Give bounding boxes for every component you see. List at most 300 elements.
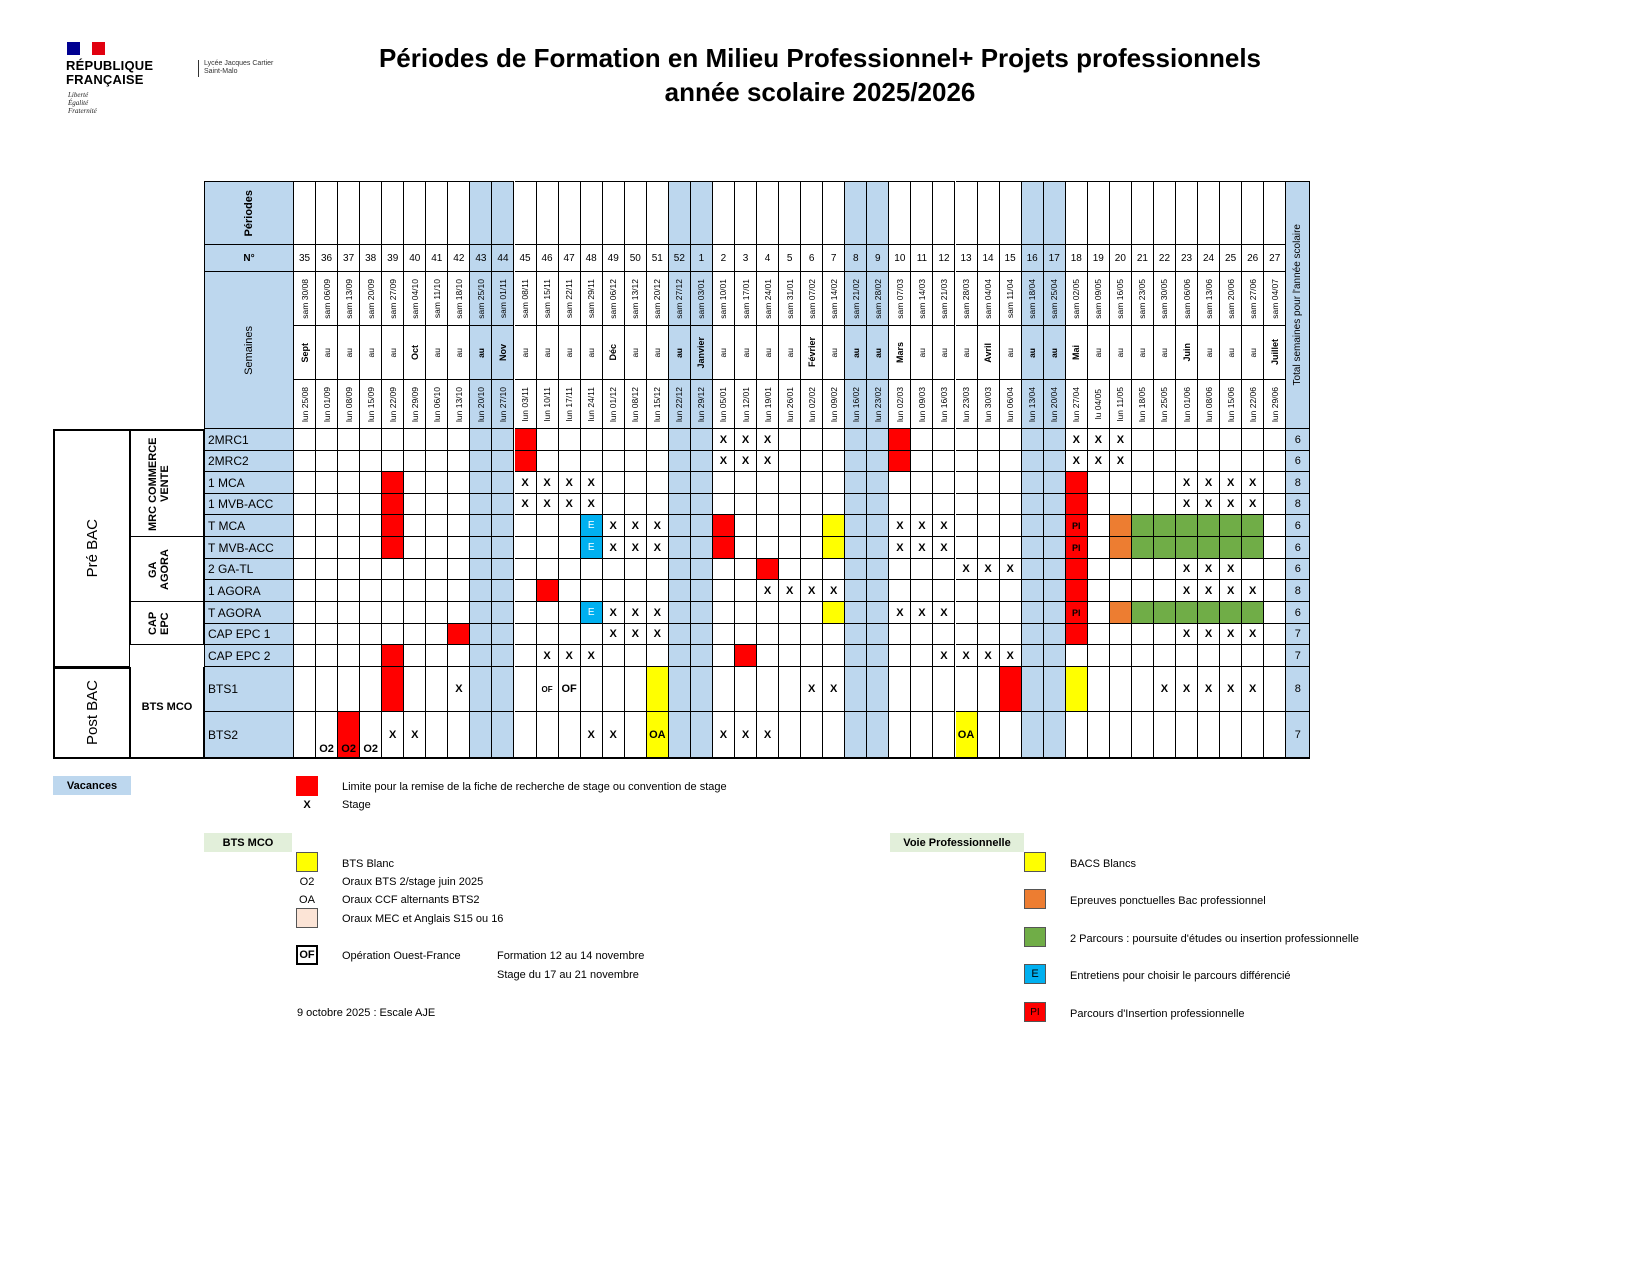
week-saturday: sam 13/12 <box>625 272 647 326</box>
table-cell <box>360 645 382 667</box>
table-cell <box>845 537 867 559</box>
period-cell <box>1110 181 1132 245</box>
week-monday: lun 05/01 <box>713 380 735 429</box>
week-number: 2 <box>713 245 735 272</box>
week-saturday: sam 28/03 <box>956 272 978 326</box>
week-saturday: sam 06/09 <box>316 272 338 326</box>
table-cell <box>669 559 691 580</box>
table-cell <box>669 494 691 515</box>
week-number: 45 <box>515 245 537 272</box>
week-number: 50 <box>625 245 647 272</box>
table-cell <box>933 712 955 758</box>
week-saturday: sam 04/07 <box>1264 272 1286 326</box>
legend-o2-mark: O2 <box>299 876 315 888</box>
stage-mark: X <box>448 667 470 712</box>
period-cell <box>1242 181 1264 245</box>
week-monday: lun 03/11 <box>515 380 537 429</box>
stage-mark: X <box>978 645 1000 667</box>
table-cell <box>823 429 845 451</box>
stage-mark: X <box>911 537 933 559</box>
table-cell <box>426 515 448 537</box>
table-cell <box>1132 472 1154 494</box>
week-month: au <box>735 326 757 380</box>
parcours-mark <box>1198 537 1220 559</box>
parcours-mark <box>1198 602 1220 624</box>
table-cell <box>1154 559 1176 580</box>
stage-mark: X <box>1066 451 1088 472</box>
legend-red-swatch <box>296 776 318 796</box>
stage-mark: X <box>889 602 911 624</box>
table-cell <box>1176 451 1198 472</box>
table-cell <box>470 712 492 758</box>
week-saturday: sam 14/02 <box>823 272 845 326</box>
week-number: 49 <box>603 245 625 272</box>
table-cell <box>867 602 889 624</box>
table-cell <box>779 559 801 580</box>
table-cell <box>492 494 514 515</box>
table-cell <box>1044 451 1066 472</box>
table-cell <box>1110 624 1132 645</box>
stage-mark: X <box>1220 494 1242 515</box>
limit-mark <box>1066 472 1088 494</box>
week-month: au <box>933 326 955 380</box>
table-cell <box>492 515 514 537</box>
table-cell <box>1088 537 1110 559</box>
table-cell <box>404 494 426 515</box>
legend-vacances: Vacances <box>53 776 131 795</box>
table-cell <box>1044 559 1066 580</box>
week-number: 42 <box>448 245 470 272</box>
week-month: au <box>823 326 845 380</box>
table-cell <box>1088 494 1110 515</box>
stage-mark: X <box>625 602 647 624</box>
table-cell <box>735 602 757 624</box>
header-semaines: Semaines <box>204 272 294 429</box>
table-cell <box>316 602 338 624</box>
limit-mark <box>382 472 404 494</box>
week-month: au <box>845 326 867 380</box>
table-cell <box>625 451 647 472</box>
table-cell <box>625 559 647 580</box>
table-cell <box>537 559 559 580</box>
period-cell <box>448 181 470 245</box>
week-number: 10 <box>889 245 911 272</box>
week-month: Janvier <box>691 326 713 380</box>
table-cell <box>1264 537 1286 559</box>
stage-mark: X <box>757 429 779 451</box>
limit-mark <box>713 537 735 559</box>
parcours-mark <box>1242 537 1264 559</box>
week-number: 7 <box>823 245 845 272</box>
table-cell <box>1044 602 1066 624</box>
week-monday: lun 20/10 <box>470 380 492 429</box>
limit-mark <box>1066 624 1088 645</box>
table-cell <box>691 624 713 645</box>
week-monday: lun 01/09 <box>316 380 338 429</box>
table-cell <box>581 624 603 645</box>
week-saturday: sam 20/06 <box>1220 272 1242 326</box>
table-cell <box>1242 645 1264 667</box>
subgroup-label: MRC COMMERCE VENTE <box>130 429 204 537</box>
row-total: 6 <box>1286 451 1310 472</box>
table-cell <box>338 515 360 537</box>
stage-mark: X <box>581 712 603 758</box>
table-cell <box>691 712 713 758</box>
table-cell <box>691 472 713 494</box>
table-cell <box>779 645 801 667</box>
week-month: au <box>448 326 470 380</box>
table-cell <box>669 537 691 559</box>
week-monday: lun 27/04 <box>1066 380 1088 429</box>
stage-mark: X <box>382 712 404 758</box>
table-cell <box>911 451 933 472</box>
table-cell <box>889 624 911 645</box>
table-cell <box>515 712 537 758</box>
table-cell <box>1088 472 1110 494</box>
table-cell <box>691 537 713 559</box>
table-cell <box>801 712 823 758</box>
row-label: 1 MCA <box>204 472 294 494</box>
table-cell <box>1198 712 1220 758</box>
table-cell <box>360 429 382 451</box>
week-number: 27 <box>1264 245 1286 272</box>
table-cell <box>382 559 404 580</box>
stage-mark: X <box>713 451 735 472</box>
table-cell <box>1022 712 1044 758</box>
table-cell <box>978 602 1000 624</box>
table-cell <box>426 712 448 758</box>
table-cell <box>316 429 338 451</box>
table-cell <box>1088 667 1110 712</box>
parcours-mark <box>1132 537 1154 559</box>
table-cell <box>426 429 448 451</box>
week-monday: lun 22/12 <box>669 380 691 429</box>
week-month: au <box>779 326 801 380</box>
table-cell <box>426 645 448 667</box>
week-saturday: sam 18/04 <box>1022 272 1044 326</box>
table-cell <box>559 559 581 580</box>
table-cell <box>1132 451 1154 472</box>
week-monday: lun 13/04 <box>1022 380 1044 429</box>
parcours-mark <box>1176 602 1198 624</box>
table-cell <box>1088 645 1110 667</box>
week-number: 6 <box>801 245 823 272</box>
table-cell <box>801 624 823 645</box>
table-cell <box>867 559 889 580</box>
week-month: Avril <box>978 326 1000 380</box>
table-cell <box>801 559 823 580</box>
week-number: 51 <box>647 245 669 272</box>
week-monday: lun 24/11 <box>581 380 603 429</box>
period-cell <box>801 181 823 245</box>
logo-motto: Liberté Égalité Fraternité <box>68 91 97 115</box>
stage-mark: X <box>713 712 735 758</box>
week-number: 20 <box>1110 245 1132 272</box>
week-month: au <box>537 326 559 380</box>
table-cell <box>294 624 316 645</box>
table-cell <box>360 624 382 645</box>
table-cell <box>933 624 955 645</box>
table-cell <box>867 451 889 472</box>
subgroup-label: BTS MCO <box>130 667 204 758</box>
table-cell <box>338 429 360 451</box>
period-cell <box>1000 181 1022 245</box>
table-cell <box>889 645 911 667</box>
table-cell <box>867 472 889 494</box>
week-number: 17 <box>1044 245 1066 272</box>
stage-mark: X <box>735 451 757 472</box>
week-monday: lun 27/10 <box>492 380 514 429</box>
parcours-mark <box>1154 515 1176 537</box>
table-cell <box>1110 494 1132 515</box>
table-cell <box>735 624 757 645</box>
table-cell <box>933 559 955 580</box>
legend-bts-blanc: BTS Blanc <box>342 858 394 870</box>
table-cell <box>338 580 360 602</box>
table-cell <box>515 515 537 537</box>
table-cell <box>1154 645 1176 667</box>
blanc-mark <box>823 537 845 559</box>
legend-parcours2: 2 Parcours : poursuite d'études ou insertion professionnelle <box>1070 933 1359 945</box>
table-cell <box>1000 429 1022 451</box>
of-mark: OF <box>537 667 559 712</box>
table-cell <box>735 559 757 580</box>
limit-mark <box>537 580 559 602</box>
table-cell <box>1242 451 1264 472</box>
table-cell <box>603 494 625 515</box>
week-number: 15 <box>1000 245 1022 272</box>
table-cell <box>956 429 978 451</box>
week-saturday: sam 04/10 <box>404 272 426 326</box>
table-cell <box>1044 429 1066 451</box>
table-cell <box>1132 559 1154 580</box>
week-monday: lun 01/06 <box>1176 380 1198 429</box>
table-cell <box>757 667 779 712</box>
table-cell <box>911 645 933 667</box>
table-cell <box>625 429 647 451</box>
limit-mark <box>448 624 470 645</box>
week-saturday: sam 17/01 <box>735 272 757 326</box>
period-cell <box>1176 181 1198 245</box>
table-cell <box>338 624 360 645</box>
table-cell <box>823 559 845 580</box>
table-cell <box>603 429 625 451</box>
table-cell <box>426 602 448 624</box>
table-cell <box>470 429 492 451</box>
table-cell <box>360 602 382 624</box>
table-cell <box>404 515 426 537</box>
table-cell <box>1088 602 1110 624</box>
table-cell <box>823 494 845 515</box>
table-cell <box>1022 624 1044 645</box>
table-cell <box>757 515 779 537</box>
stage-mark: X <box>515 472 537 494</box>
table-cell <box>1000 515 1022 537</box>
week-monday: lun 23/03 <box>956 380 978 429</box>
week-monday: lun 08/12 <box>625 380 647 429</box>
table-cell <box>823 472 845 494</box>
table-cell <box>1110 712 1132 758</box>
table-cell <box>823 451 845 472</box>
week-number: 43 <box>470 245 492 272</box>
table-cell <box>581 559 603 580</box>
period-cell <box>911 181 933 245</box>
table-cell <box>559 580 581 602</box>
legend-orange-swatch <box>1024 889 1046 909</box>
table-cell <box>382 624 404 645</box>
table-cell <box>956 537 978 559</box>
stage-mark: X <box>1220 624 1242 645</box>
table-cell <box>1132 667 1154 712</box>
table-cell <box>911 712 933 758</box>
period-cell <box>691 181 713 245</box>
week-monday: lun 22/06 <box>1242 380 1264 429</box>
table-cell <box>978 537 1000 559</box>
table-cell <box>867 667 889 712</box>
table-cell <box>713 580 735 602</box>
table-cell <box>669 580 691 602</box>
table-cell <box>316 472 338 494</box>
o2-mark: O2 <box>316 712 338 758</box>
table-cell <box>757 602 779 624</box>
table-cell <box>1022 537 1044 559</box>
table-cell <box>735 515 757 537</box>
table-cell <box>1022 645 1044 667</box>
week-number: 47 <box>559 245 581 272</box>
table-cell <box>338 667 360 712</box>
week-number: 4 <box>757 245 779 272</box>
week-number: 38 <box>360 245 382 272</box>
table-cell <box>492 602 514 624</box>
table-cell <box>448 559 470 580</box>
stage-mark: X <box>559 494 581 515</box>
table-cell <box>911 667 933 712</box>
table-cell <box>1242 559 1264 580</box>
table-cell <box>1264 712 1286 758</box>
week-month: Mai <box>1066 326 1088 380</box>
table-cell <box>978 580 1000 602</box>
table-cell <box>1088 515 1110 537</box>
table-cell <box>1264 494 1286 515</box>
limit-mark <box>515 451 537 472</box>
table-cell <box>845 429 867 451</box>
table-cell <box>647 429 669 451</box>
table-cell <box>448 602 470 624</box>
table-cell <box>1044 515 1066 537</box>
parcours-mark <box>1220 537 1242 559</box>
week-number: 16 <box>1022 245 1044 272</box>
table-cell <box>470 515 492 537</box>
week-month: Sept <box>294 326 316 380</box>
table-cell <box>801 537 823 559</box>
table-cell <box>1000 602 1022 624</box>
week-monday: lun 29/06 <box>1264 380 1286 429</box>
table-cell <box>470 645 492 667</box>
period-cell <box>426 181 448 245</box>
period-cell <box>603 181 625 245</box>
table-cell <box>691 429 713 451</box>
table-cell <box>448 451 470 472</box>
table-cell <box>316 515 338 537</box>
table-cell <box>845 494 867 515</box>
table-cell <box>1022 472 1044 494</box>
o2-mark: O2 <box>360 712 382 758</box>
legend-oa-text: Oraux CCF alternants BTS2 <box>342 894 480 906</box>
table-cell <box>1132 429 1154 451</box>
table-cell <box>1242 712 1264 758</box>
table-cell <box>1110 472 1132 494</box>
stage-mark: X <box>757 712 779 758</box>
table-cell <box>1044 580 1066 602</box>
table-cell <box>470 559 492 580</box>
blanc-mark <box>647 667 669 712</box>
table-cell <box>581 580 603 602</box>
week-monday: lun 10/11 <box>537 380 559 429</box>
table-cell <box>845 645 867 667</box>
stage-mark: X <box>1176 667 1198 712</box>
table-cell <box>1110 645 1132 667</box>
parcours-mark <box>1154 537 1176 559</box>
row-label: T MVB-ACC <box>204 537 294 559</box>
week-saturday: sam 06/12 <box>603 272 625 326</box>
table-cell <box>404 645 426 667</box>
header-periodes: Périodes <box>204 181 294 245</box>
table-cell <box>316 451 338 472</box>
table-cell <box>1022 494 1044 515</box>
table-cell <box>1000 624 1022 645</box>
table-cell <box>537 429 559 451</box>
table-cell <box>889 494 911 515</box>
stage-mark: X <box>1088 429 1110 451</box>
table-cell <box>1044 494 1066 515</box>
table-cell <box>603 667 625 712</box>
week-month: au <box>956 326 978 380</box>
table-cell <box>1000 472 1022 494</box>
table-cell <box>1264 429 1286 451</box>
table-cell <box>404 602 426 624</box>
table-cell <box>470 451 492 472</box>
table-cell <box>559 712 581 758</box>
week-number: 40 <box>404 245 426 272</box>
week-number: 35 <box>294 245 316 272</box>
table-cell <box>978 624 1000 645</box>
week-number: 36 <box>316 245 338 272</box>
row-label: 2MRC2 <box>204 451 294 472</box>
table-cell <box>625 712 647 758</box>
table-cell <box>867 645 889 667</box>
table-cell <box>1022 451 1044 472</box>
table-cell <box>294 712 316 758</box>
week-number: 37 <box>338 245 360 272</box>
week-saturday: sam 30/05 <box>1154 272 1176 326</box>
stage-mark: X <box>1242 580 1264 602</box>
row-label: T AGORA <box>204 602 294 624</box>
entretien-mark: E <box>581 515 603 537</box>
week-saturday: sam 14/03 <box>911 272 933 326</box>
table-cell <box>537 515 559 537</box>
logo-text: RÉPUBLIQUE FRANÇAISE <box>66 58 154 87</box>
week-number: 25 <box>1220 245 1242 272</box>
week-saturday: sam 09/05 <box>1088 272 1110 326</box>
week-saturday: sam 01/11 <box>492 272 514 326</box>
table-cell <box>1132 494 1154 515</box>
table-cell <box>779 451 801 472</box>
table-cell <box>1000 494 1022 515</box>
period-cell <box>867 181 889 245</box>
table-cell <box>801 515 823 537</box>
table-cell <box>911 559 933 580</box>
week-saturday: sam 02/05 <box>1066 272 1088 326</box>
